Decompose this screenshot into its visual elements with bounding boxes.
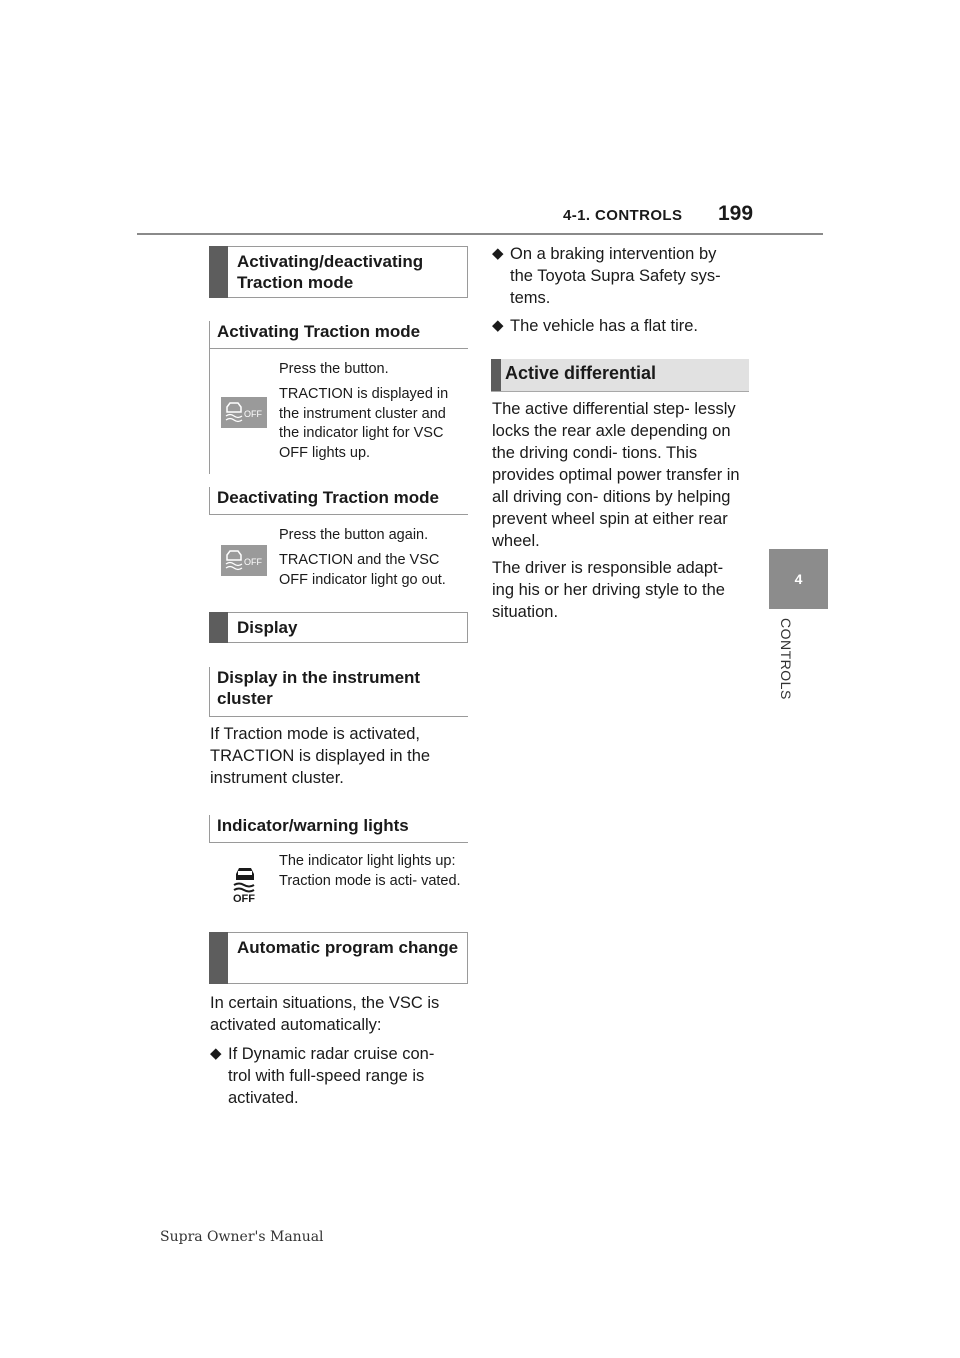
subheading-text: Deactivating Traction mode [217, 488, 439, 507]
press-button-text: Press the button. [279, 361, 389, 377]
subheading-indicator-lights [209, 815, 468, 843]
bullet-icon: ◆ [210, 1045, 222, 1062]
heading-bar [209, 246, 228, 298]
box-heading-text: Display [237, 618, 298, 637]
icon-off-label: OFF [244, 409, 262, 419]
section-heading-text: Active differential [505, 363, 657, 383]
bullet-item [210, 1043, 468, 1109]
box-heading-text: Automatic program change [237, 938, 459, 957]
auto-program-body-text: In certain situations, the VSC is activated automatically: [210, 994, 440, 1034]
box-heading-display [209, 612, 468, 643]
heading-bar [491, 359, 501, 391]
chapter-tab [769, 549, 828, 609]
icon-off-label: OFF [244, 557, 262, 567]
subheading-deactivating [209, 487, 468, 515]
display-body-text: If Traction mode is activated, TRACTION is displayed in the instrument cluster. [210, 725, 431, 787]
subheading-activating [209, 321, 468, 349]
driver-responsibility-paragraph: The driver is responsible adapt- ing his or her driving style to the situation. [492, 559, 725, 621]
chapter-number: 4 [794, 571, 803, 587]
indicator-light-text: The indicator light lights up: Traction mode is acti- vated. [279, 853, 461, 889]
page-number: 199 [718, 202, 754, 225]
traction-off-icon [221, 397, 267, 428]
box-heading-traction [209, 246, 468, 298]
chapter-label: CONTROLS [778, 618, 794, 700]
bullet-icon: ◆ [492, 245, 504, 262]
traction-displayed-text: TRACTION is displayed in the instrument cluster and the indicator light for VSC OFF lights up. [279, 386, 449, 461]
subheading-text: Display in the instrument cluster [217, 668, 421, 708]
header-rule [137, 233, 823, 235]
bullet-text: On a braking intervention by the Toyota Supra Safety sys- tems. [510, 245, 721, 307]
bullet-item [492, 243, 750, 309]
bullet-item [492, 315, 750, 337]
traction-off-icon [221, 545, 267, 576]
press-button-again-text: Press the button again. [279, 527, 429, 543]
box-heading-auto-program [209, 932, 468, 984]
active-differential-paragraph: The active differential step- lessly locks the rear axle depending on the driving condi- tions. This provides optimal power transfer in all driving con- ditions by helping prevent wheel spin at either rear wheel. [492, 400, 740, 550]
icon-off-big-label: OFF [233, 893, 255, 904]
traction-go-out-text: TRACTION and the VSC OFF indicator light go out. [279, 552, 446, 588]
subheading-text: Activating Traction mode [217, 322, 421, 341]
subheading-text: Indicator/warning lights [217, 816, 409, 835]
section-title: 4-1. CONTROLS [563, 207, 683, 224]
sub-rule [209, 349, 210, 474]
heading-bar [209, 932, 228, 984]
section-heading-active-differential [491, 359, 749, 392]
bullet-icon: ◆ [492, 317, 504, 334]
subheading-display-cluster [209, 667, 468, 717]
box-heading-text: Activating/deactivating Traction mode [237, 252, 424, 292]
bullet-text: The vehicle has a flat tire. [510, 317, 699, 335]
bullet-text: If Dynamic radar cruise con- trol with full-speed range is activated. [228, 1045, 435, 1107]
heading-bar [209, 612, 228, 643]
vsc-off-indicator-icon [230, 866, 260, 904]
manual-name: Supra Owner's Manual [160, 1229, 324, 1245]
